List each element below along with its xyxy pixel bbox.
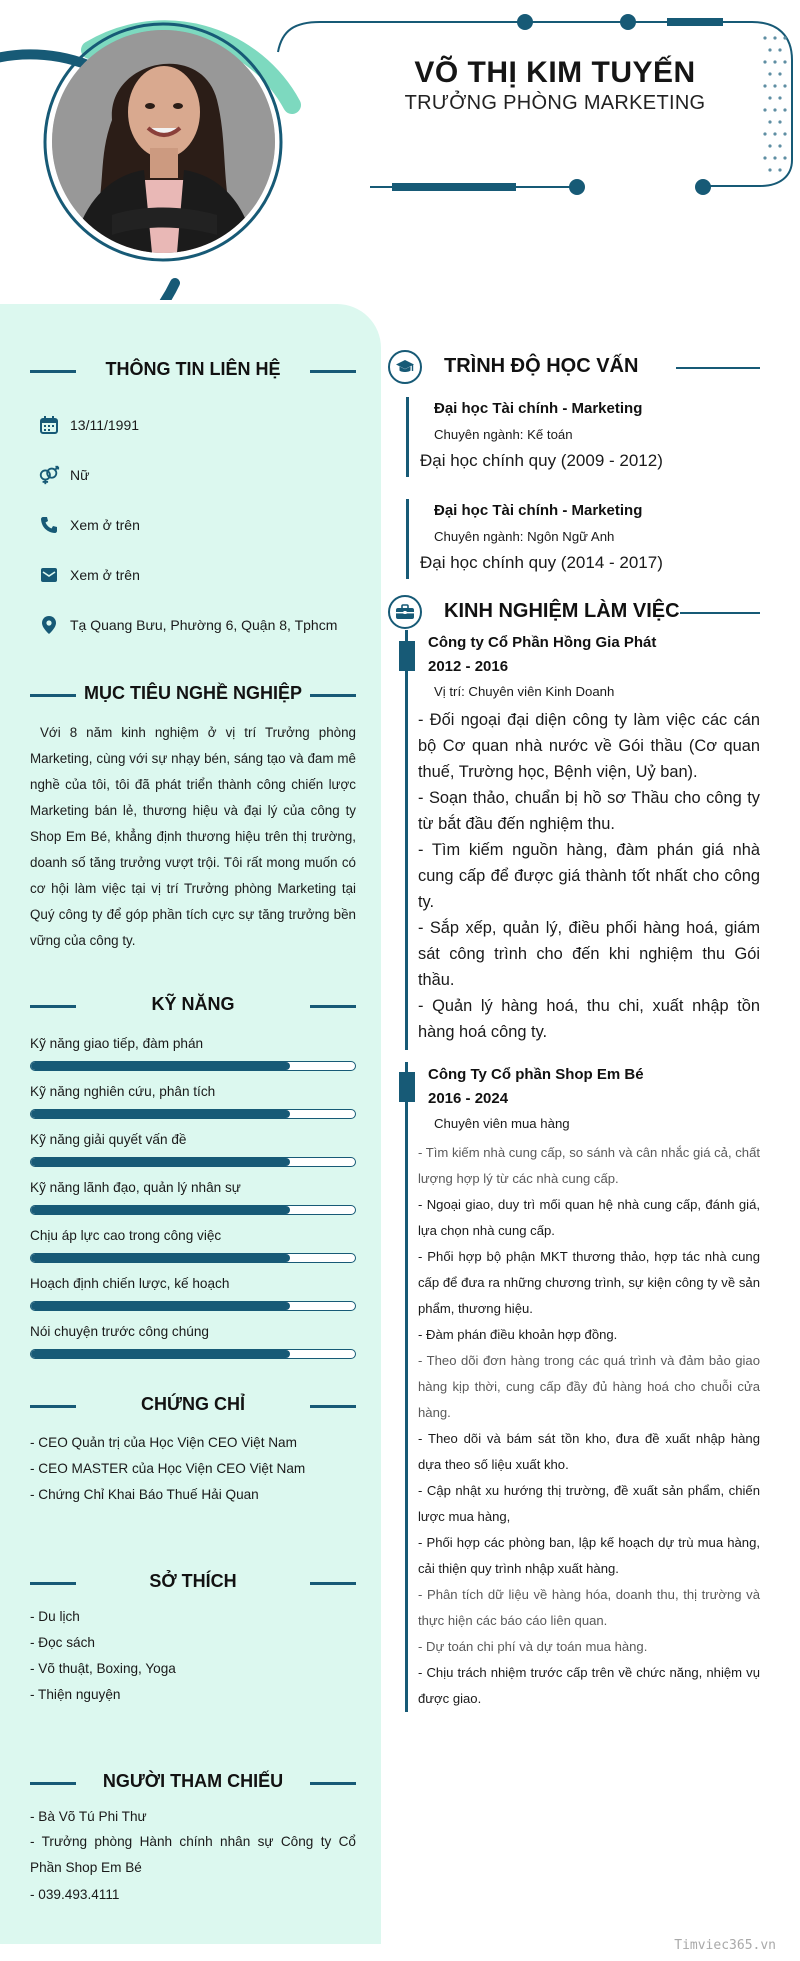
skills-section-title: KỸ NĂNG bbox=[30, 994, 356, 1018]
contact-address bbox=[38, 614, 337, 636]
contact-email-text: Xem ở trên bbox=[70, 567, 140, 583]
skill-level-bar bbox=[30, 1349, 356, 1359]
contact-gender bbox=[38, 464, 89, 486]
skill-level-fill bbox=[31, 1254, 290, 1262]
watermark: Timviec365.vn bbox=[674, 1938, 776, 1953]
references-section-title: NGƯỜI THAM CHIẾU bbox=[30, 1771, 356, 1795]
skill-level-fill bbox=[31, 1062, 290, 1070]
job-duty: - Theo dõi đơn hàng trong các quá trình và đảm bảo giao hàng kịp thời, cung cấp đầy đủ hàng hoá cho chuỗi cửa hàng. bbox=[418, 1353, 760, 1420]
contact-dob-text: 13/11/1991 bbox=[70, 417, 140, 433]
gender-icon bbox=[38, 464, 60, 486]
job-duty: - Cập nhật xu hướng thị trường, đề xuất sản phẩm, chiến lược mua hàng, bbox=[418, 1483, 760, 1524]
briefcase-icon bbox=[388, 595, 422, 629]
contact-gender-text: Nữ bbox=[70, 467, 90, 483]
education-school: Đại học Tài chính - Marketing bbox=[434, 502, 643, 519]
skill-name: Hoạch định chiến lược, kế hoạch bbox=[30, 1276, 230, 1291]
certificate-item: - CEO Quản trị của Học Viện CEO Việt Nam bbox=[30, 1435, 297, 1450]
skill-level-bar bbox=[30, 1061, 356, 1071]
hobby-item: - Thiện nguyện bbox=[30, 1687, 121, 1702]
hobby-item: - Du lịch bbox=[30, 1609, 80, 1624]
skill-name: Kỹ năng giao tiếp, đàm phán bbox=[30, 1036, 204, 1051]
job-period: 2016 - 2024 bbox=[428, 1090, 509, 1107]
skill-level-fill bbox=[31, 1302, 290, 1310]
skill-level-bar bbox=[30, 1253, 356, 1263]
objective-section-title: MỤC TIÊU NGHỀ NGHIỆP bbox=[30, 683, 356, 707]
hobby-item: - Đọc sách bbox=[30, 1635, 95, 1650]
skill-name: Kỹ năng nghiên cứu, phân tích bbox=[30, 1084, 216, 1099]
graduation-cap-icon bbox=[388, 350, 422, 384]
contact-email bbox=[38, 564, 140, 586]
job-duty: - Phối hợp bộ phận MKT thương thảo, hợp tác nhà cung cấp để đưa ra những chương trình, sự kiện công ty về sản phẩm, thương hiệu. bbox=[418, 1249, 760, 1316]
skill-level-bar bbox=[30, 1205, 356, 1215]
contact-section-title: THÔNG TIN LIÊN HỆ bbox=[30, 359, 356, 383]
job-duties-list bbox=[418, 1140, 760, 1712]
job-duty: - Chịu trách nhiệm trước cấp trên về chức năng, nhiệm vụ được giao. bbox=[418, 1665, 760, 1706]
skill-name: Chịu áp lực cao trong công việc bbox=[30, 1228, 222, 1243]
skill-item bbox=[30, 1132, 356, 1172]
education-major: Chuyên ngành: Kế toán bbox=[434, 427, 573, 442]
job-duty: - Đàm phán điều khoản hợp đồng. bbox=[418, 1327, 618, 1342]
contact-dob bbox=[38, 414, 139, 436]
education-period: Đại học chính quy (2009 - 2012) bbox=[420, 451, 663, 470]
job-duty: - Phân tích dữ liệu về hàng hóa, doanh thu, thị trường và thực hiện các báo cáo liên quan. bbox=[418, 1587, 760, 1628]
reference-phone: - 039.493.4111 bbox=[30, 1887, 120, 1902]
experience-title: KINH NGHIỆM LÀM VIỆC bbox=[444, 600, 680, 622]
experience-timeline-marker bbox=[399, 1072, 415, 1102]
hobby-item: - Võ thuật, Boxing, Yoga bbox=[30, 1661, 176, 1676]
experience-timeline-marker bbox=[399, 641, 415, 671]
job-duty: - Dự toán chi phí và dự toán mua hàng. bbox=[418, 1639, 648, 1654]
certificates-section-title: CHỨNG CHỈ bbox=[30, 1394, 356, 1418]
candidate-name: VÕ THỊ KIM TUYẾN bbox=[414, 56, 696, 89]
job-position: Chuyên viên mua hàng bbox=[434, 1116, 570, 1131]
skill-level-bar bbox=[30, 1301, 356, 1311]
skill-item bbox=[30, 1228, 356, 1268]
job-duty: - Tìm kiếm nhà cung cấp, so sánh và cân nhắc giá cả, chất lượng hợp lý từ các nhà cung cấp. bbox=[418, 1145, 760, 1186]
skill-level-fill bbox=[31, 1350, 290, 1358]
mail-icon bbox=[38, 564, 60, 586]
reference-name: - Bà Võ Tú Phi Thư bbox=[30, 1809, 147, 1824]
experience-timeline-line bbox=[405, 630, 408, 1050]
calendar-icon bbox=[38, 414, 60, 436]
certificate-item: - CEO MASTER của Học Viện CEO Việt Nam bbox=[30, 1461, 306, 1476]
education-section-header bbox=[388, 350, 760, 384]
job-duty: - Tìm kiếm nguồn hàng, đàm phán giá nhà cung cấp để được giá thành tốt nhất cho công ty. bbox=[418, 841, 760, 911]
job-duties-list bbox=[418, 707, 760, 1045]
skill-level-fill bbox=[31, 1206, 290, 1214]
skill-item bbox=[30, 1036, 356, 1076]
hobbies-section-title: SỞ THÍCH bbox=[30, 1571, 356, 1595]
skill-level-fill bbox=[31, 1158, 290, 1166]
phone-icon bbox=[38, 514, 60, 536]
education-school: Đại học Tài chính - Marketing bbox=[434, 400, 643, 417]
profile-photo bbox=[52, 30, 275, 253]
job-period: 2012 - 2016 bbox=[428, 658, 509, 675]
skill-level-fill bbox=[31, 1110, 290, 1118]
skill-name: Kỹ năng giải quyết vấn đề bbox=[30, 1132, 187, 1147]
resume-header bbox=[0, 0, 800, 300]
location-pin-icon bbox=[38, 614, 60, 636]
job-company: Công Ty Cổ phần Shop Em Bé bbox=[428, 1066, 644, 1083]
certificate-item: - Chứng Chỉ Khai Báo Thuế Hải Quan bbox=[30, 1487, 259, 1502]
experience-section-header bbox=[388, 595, 760, 629]
contact-phone bbox=[38, 514, 140, 536]
job-duty: - Phối hợp các phòng ban, lập kế hoạch dự trù mua hàng, cải thiện quy trình nhập xuất hàng. bbox=[418, 1535, 760, 1576]
skill-item bbox=[30, 1276, 356, 1316]
job-duty: - Sắp xếp, quản lý, điều phối hàng hoá, giám sát công trình cho đến khi nghiệm thu Gói thầu. bbox=[418, 919, 760, 989]
education-timeline-line bbox=[406, 397, 409, 477]
skill-item bbox=[30, 1324, 356, 1364]
skill-item bbox=[30, 1084, 356, 1124]
job-duty: - Theo dõi và bám sát tồn kho, đưa đề xuất nhập hàng dựa theo số liệu xuất kho. bbox=[418, 1431, 760, 1472]
job-duty: - Đối ngoại đại diện công ty làm việc các cán bộ Cơ quan nhà nước về Gói thầu (Cơ quan thuế, Trường học, Bệnh viện, Uỷ ban). bbox=[418, 711, 760, 781]
skill-level-bar bbox=[30, 1157, 356, 1167]
education-period: Đại học chính quy (2014 - 2017) bbox=[420, 553, 663, 572]
job-position: Vị trí: Chuyên viên Kinh Doanh bbox=[434, 684, 615, 699]
objective-text: Với 8 năm kinh nghiệm ở vị trí Trưởng phòng Marketing, cùng với sự nhạy bén, sáng tạo và đam mê nghề của tôi, tôi đã phát triển thành công chiến lược Marketing bán lẻ, thương hiệu và đại lý của công ty Shop Em Bé, khẳng định thương hiệu trên thị trường, doanh số tăng trưởng vượt trội. Tôi rất mong muốn có cơ hội làm việc tại vị trí Trưởng phòng Marketing tại Quý công ty để góp phần tích cực sự tăng trưởng bền vững của công ty. bbox=[30, 725, 356, 948]
job-duty: - Ngoại giao, duy trì mối quan hệ nhà cung cấp, đánh giá, lựa chọn nhà cung cấp. bbox=[418, 1197, 760, 1238]
job-company: Công ty Cổ Phần Hồng Gia Phát bbox=[428, 634, 657, 651]
reference-role: - Trưởng phòng Hành chính nhân sự Công ty Cổ Phần Shop Em Bé bbox=[30, 1834, 356, 1875]
experience-timeline-line bbox=[405, 1062, 408, 1712]
job-duty: - Soạn thảo, chuẩn bị hồ sơ Thầu cho công ty từ bắt đầu đến nghiệm thu. bbox=[418, 789, 760, 833]
contact-address-text: Tạ Quang Bưu, Phường 6, Quận 8, Tphcm bbox=[70, 617, 338, 633]
skill-level-bar bbox=[30, 1109, 356, 1119]
candidate-job-title: TRƯỞNG PHÒNG MARKETING bbox=[404, 92, 706, 114]
job-duty: - Quản lý hàng hoá, thu chi, xuất nhập tồn hàng hoá công ty. bbox=[418, 997, 760, 1041]
education-title: TRÌNH ĐỘ HỌC VẤN bbox=[444, 355, 639, 377]
skill-item bbox=[30, 1180, 356, 1220]
education-major: Chuyên ngành: Ngôn Ngữ Anh bbox=[434, 529, 615, 544]
skill-name: Nói chuyện trước công chúng bbox=[30, 1324, 209, 1339]
education-timeline-line bbox=[406, 499, 409, 579]
skill-name: Kỹ năng lãnh đạo, quản lý nhân sự bbox=[30, 1180, 241, 1195]
contact-phone-text: Xem ở trên bbox=[70, 517, 140, 533]
